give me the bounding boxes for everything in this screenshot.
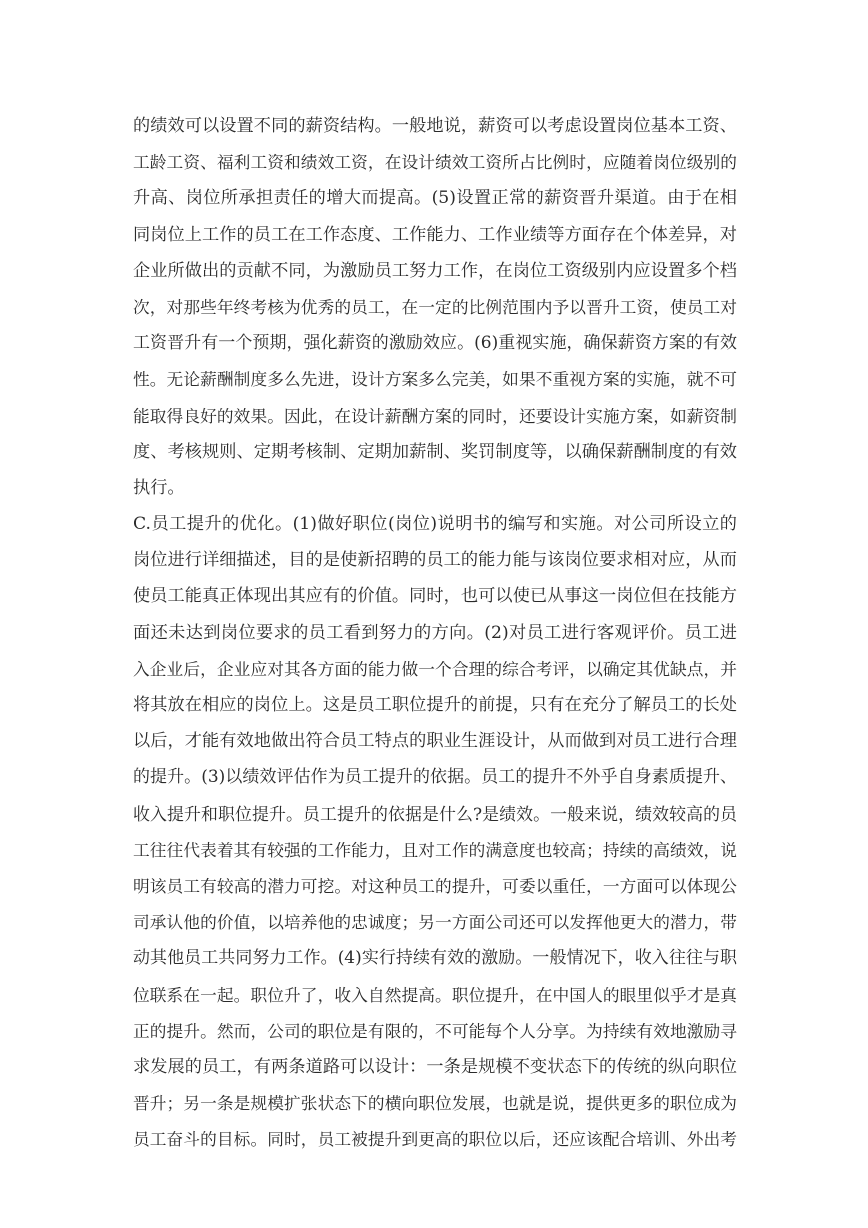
text-line: 的绩效可以设置不同的薪资结构。一般地说，薪资可以考虑设置岗位基本工资、 — [133, 116, 737, 136]
text-line: 入企业后，企业应对其各方面的能力做一个合理的综合考评，以确定其优缺点，并 — [133, 658, 737, 679]
text-line: 面还未达到岗位要求的员工看到努力的方向。(2)对员工进行客观评价。员工进 — [133, 622, 737, 643]
section-heading-line: C.员工提升的优化。(1)做好职位(岗位)说明书的编写和实施。对公司所设立的 — [133, 514, 737, 535]
text-line: 工资晋升有一个预期，强化薪资的激励效应。(6)重视实施，确保薪资方案的有效 — [133, 333, 737, 354]
text-line: 求发展的员工，有两条道路可以设计：一条是规模不变状态下的传统的纵向职位 — [133, 1056, 737, 1077]
text-line: 将其放在相应的岗位上。这是员工职位提升的前提，只有在充分了解员工的长处 — [133, 695, 737, 715]
text-line: 工往往代表着其有较强的工作能力，且对工作的满意度也较高；持续的高绩效，说 — [133, 839, 737, 860]
text-line: 性。无论薪酬制度多么先进，设计方案多么完美，如果不重视方案的实施，就不可 — [133, 369, 737, 390]
text-line: 的提升。(3)以绩效评估作为员工提升的依据。员工的提升不外乎自身素质提升、 — [133, 767, 737, 788]
text-line: 明该员工有较高的潜力可挖。对这种员工的提升，可委以重任，一方面可以体现公 — [133, 875, 737, 896]
body-text — [133, 108, 737, 1157]
text-line: 位联系在一起。职位升了，收入自然提高。职位提升，在中国人的眼里似乎才是真 — [133, 984, 737, 1005]
text-line: 收入提升和职位提升。员工提升的依据是什么?是绩效。一般来说，绩效较高的员 — [133, 803, 737, 824]
text-line: 以后，才能有效地做出符合员工特点的职业生涯设计，从而做到对员工进行合理 — [133, 731, 737, 752]
text-line: 执行。 — [133, 477, 185, 498]
text-line: 工龄工资、福利工资和绩效工资，在设计绩效工资所占比例时，应随着岗位级别的 — [133, 152, 737, 173]
text-line: 动其他员工共同努力工作。(4)实行持续有效的激励。一般情况下，收入往往与职 — [133, 948, 737, 969]
text-line: 度、考核规则、定期考核制、定期加薪制、奖罚制度等，以确保薪酬制度的有效 — [133, 441, 737, 462]
text-line: 员工奋斗的目标。同时，员工被提升到更高的职位以后，还应该配合培训、外出考 — [133, 1129, 737, 1150]
text-line: 同岗位上工作的员工在工作态度、工作能力、工作业绩等方面存在个体差异，对 — [133, 224, 737, 245]
text-line: 正的提升。然而，公司的职位是有限的，不可能每个人分享。为持续有效地激励寻 — [133, 1020, 737, 1041]
text-line: 能取得良好的效果。因此，在设计薪酬方案的同时，还要设计实施方案，如薪资制 — [133, 405, 737, 426]
text-line: 企业所做出的贡献不同，为激励员工努力工作，在岗位工资级别内应设置多个档 — [133, 260, 737, 281]
text-line: 岗位进行详细描述，目的是使新招聘的员工的能力能与该岗位要求相对应，从而 — [133, 550, 737, 571]
text-line: 晋升；另一条是规模扩张状态下的横向职位发展，也就是说，提供更多的职位成为 — [133, 1093, 737, 1114]
text-line: 使员工能真正体现出其应有的价值。同时，也可以使已从事这一岗位但在技能方 — [133, 586, 737, 607]
text-line: 司承认他的价值，以培养他的忠诚度；另一方面公司还可以发挥他更大的潜力，带 — [133, 912, 737, 933]
text-line: 升高、岗位所承担责任的增大而提高。(5)设置正常的薪资晋升渠道。由于在相 — [133, 188, 737, 209]
text-line: 次，对那些年终考核为优秀的员工，在一定的比例范围内予以晋升工资，使员工对 — [133, 296, 737, 317]
